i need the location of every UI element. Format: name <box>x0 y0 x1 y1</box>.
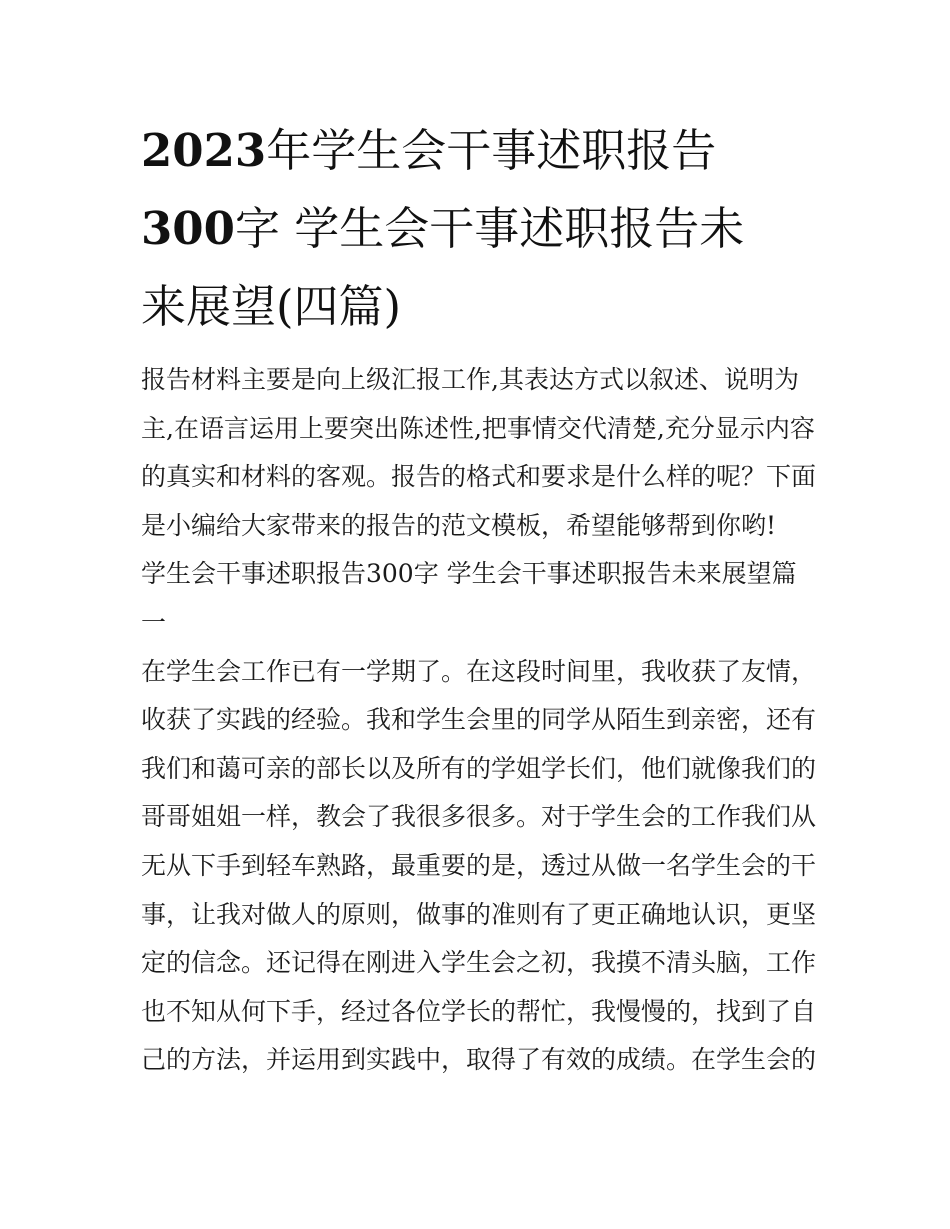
title-line1-text: 年学生会干事述职报告 <box>266 124 717 177</box>
intro-paragraph: 报告材料主要是向上级汇报工作,其表达方式以叙述、说明为主,在语言运用上要突出陈述性,把事情交代清楚,充分显示内容的真实和材料的客观。报告的格式和要求是什么样的呢？下面是小编给大家带来的报告的范文模板，希望能够帮到你哟! <box>141 365 817 540</box>
title-line2-text: 字 学生会干事述职报告未 <box>234 202 745 255</box>
title-line3-text: 来展望(四篇) <box>141 280 402 333</box>
document-body <box>141 356 821 1085</box>
title-word-count: 300 <box>141 202 235 255</box>
document-title <box>141 112 821 346</box>
section-heading: 学生会干事述职报告300字 学生会干事述职报告未来展望篇一 <box>141 559 797 637</box>
title-year: 2023 <box>141 124 267 177</box>
body-paragraph: 在学生会工作已有一学期了。在这段时间里，我收获了友情，收获了实践的经验。我和学生会里的同学从陌生到亲密，还有我们和蔼可亲的部长以及所有的学姐学长们，他们就像我们的哥哥姐姐一样，教会了我很多很多。对于学生会的工作我们从无从下手到轻车熟路，最重要的是，透过从做一名学生会的干事，让我对做人的原则，做事的准则有了更正确地认识，更坚定的信念。还记得在刚进入学生会之初，我摸不清头脑，工作也不知从何下手，经过各位学长的帮忙，我慢慢的，找到了自己的方法，并运用到实践中，取得了有效的成绩。在学生会的 <box>141 656 817 1075</box>
